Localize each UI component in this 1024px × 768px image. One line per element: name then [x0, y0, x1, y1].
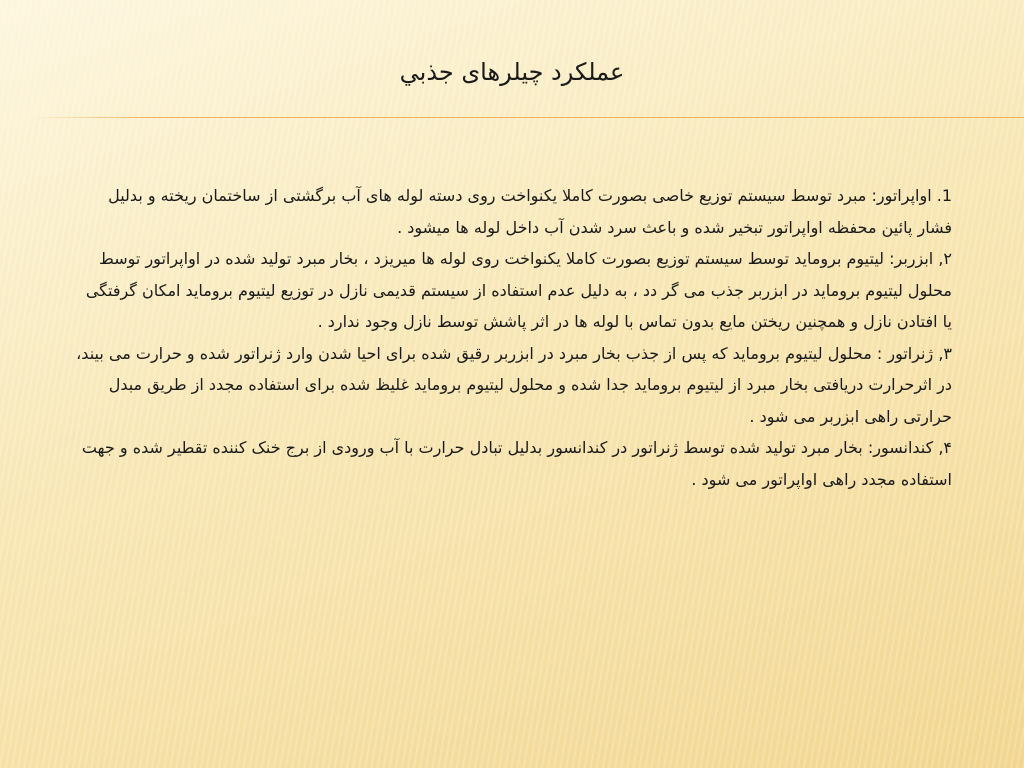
paragraph-condenser: ۴, کندانسور: بخار مبرد تولید شده توسط ژنراتور در کندانسور بدلیل تبادل حرارت با آب ورودی از برج خنک کننده تقطیر شده و جهت استفاده مجدد راهی اواپراتور می شود . [81, 438, 952, 489]
paragraph-evaporator: 1. اواپراتور: مبرد توسط سیستم توزیع خاصی بصورت کاملا یکنواخت روی دسته لوله های آب برگشتی از ساختمان ریخته و بدلیل فشار پائین محفظه اواپراتور تبخیر شده و باعث سرد شدن آب داخل لوله ها میشود . [108, 186, 952, 237]
slide-body [72, 180, 952, 495]
title-divider [30, 117, 1024, 118]
slide-title: عملکرد چیلرهای جذبي [399, 58, 625, 86]
paragraph-absorber: ۲, ابزربر: لیتیوم بروماید توسط سیستم توزیع بصورت کاملا یکنواخت روی لوله ها میریزد ، بخار مبرد تولید شده در اواپراتور توسط محلول لیتیوم بروماید در ابزربر جذب می گر دد ، به دلیل عدم استفاده از سیستم قدیمی نازل در توزیع لیتیوم بروماید امکان گرفتگی یا افتادن نازل و همچنین ریختن مایع بدون تماس با لوله ها در اثر پاشش توسط نازل وجود ندارد . [85, 249, 952, 331]
paragraph-generator: ۳, ژنراتور : محلول لیتیوم بروماید که پس از جذب بخار مبرد در ابزربر رقیق شده برای احیا شدن وارد ژنراتور شده و حرارت می بیند، در اثرحرارت دریافتی بخار مبرد از لیتیوم بروماید جدا شده و محلول لیتیوم بروماید غلیظ شده برای استفاده مجدد از طریق مبدل حرارتی راهی ابزربر می شود . [76, 343, 952, 426]
